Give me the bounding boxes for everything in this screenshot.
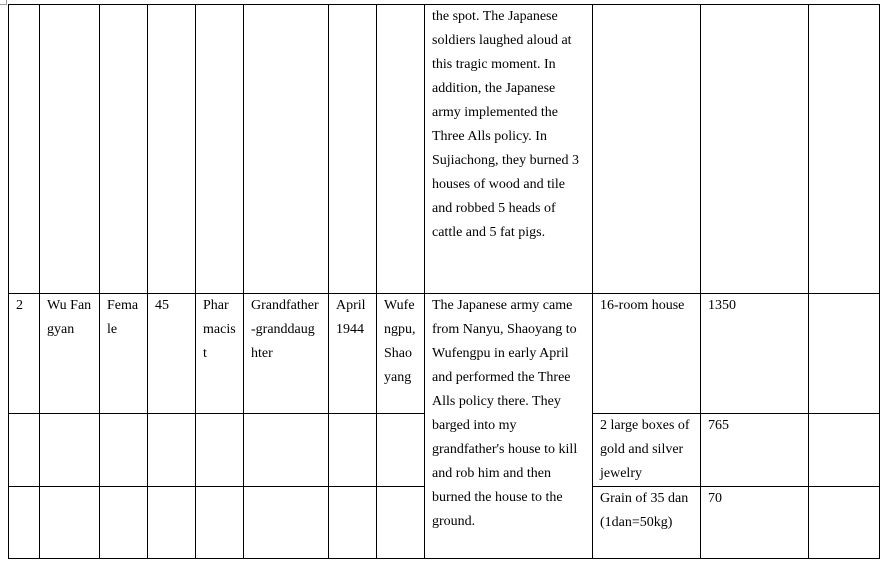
table-row [9, 5, 880, 294]
loss-item-cell [593, 5, 701, 294]
age-cell [148, 487, 196, 559]
place-cell [377, 487, 425, 559]
date-cell [329, 414, 377, 487]
relation-cell: Grandfather-granddaughter [244, 294, 329, 414]
gender-cell [100, 487, 148, 559]
account-cell: The Japanese army came from Nanyu, Shaoyang to Wufengpu in early April and performed the Three Alls policy there. They barged into my grandfather's house to kill and rob him and then burned the house to the ground. [425, 294, 593, 559]
gender-cell [100, 5, 148, 294]
relation-cell [244, 487, 329, 559]
note-cell [809, 414, 880, 487]
place-cell [377, 5, 425, 294]
account-cell: the spot. The Japanese soldiers laughed aloud at this tragic moment. In addition, the Japanese army implemented the Three Alls policy. In Sujiachong, they burned 3 houses of wood and tile and robbed 5 heads of cattle and 5 fat pigs. [425, 5, 593, 294]
date-cell [329, 5, 377, 294]
name-cell: Wu Fangyan [40, 294, 100, 414]
relation-cell [244, 5, 329, 294]
occupation-cell [196, 414, 244, 487]
age-cell [148, 5, 196, 294]
note-cell [809, 5, 880, 294]
no-cell: 2 [9, 294, 40, 414]
date-cell: April 1944 [329, 294, 377, 414]
no-cell [9, 5, 40, 294]
loss-value-cell: 70 [701, 487, 809, 559]
age-cell: 45 [148, 294, 196, 414]
occupation-cell [196, 5, 244, 294]
gender-cell [100, 414, 148, 487]
date-cell [329, 487, 377, 559]
no-cell [9, 487, 40, 559]
loss-item-cell: 16-room house [593, 294, 701, 414]
no-cell [9, 414, 40, 487]
gender-cell: Female [100, 294, 148, 414]
name-cell [40, 487, 100, 559]
occupation-cell: Pharmacist [196, 294, 244, 414]
name-cell [40, 5, 100, 294]
note-cell [809, 294, 880, 414]
age-cell [148, 414, 196, 487]
loss-item-cell: Grain of 35 dan (1dan=50kg) [593, 487, 701, 559]
loss-item-cell: 2 large boxes of gold and silver jewelry [593, 414, 701, 487]
loss-value-cell [701, 5, 809, 294]
victim-losses-table [8, 4, 880, 559]
page-corner-mark [0, 0, 7, 5]
place-cell: Wufengpu, Shaoyang [377, 294, 425, 414]
loss-value-cell: 765 [701, 414, 809, 487]
relation-cell [244, 414, 329, 487]
note-cell [809, 487, 880, 559]
occupation-cell [196, 487, 244, 559]
place-cell [377, 414, 425, 487]
loss-value-cell: 1350 [701, 294, 809, 414]
table-row [9, 294, 880, 414]
name-cell [40, 414, 100, 487]
